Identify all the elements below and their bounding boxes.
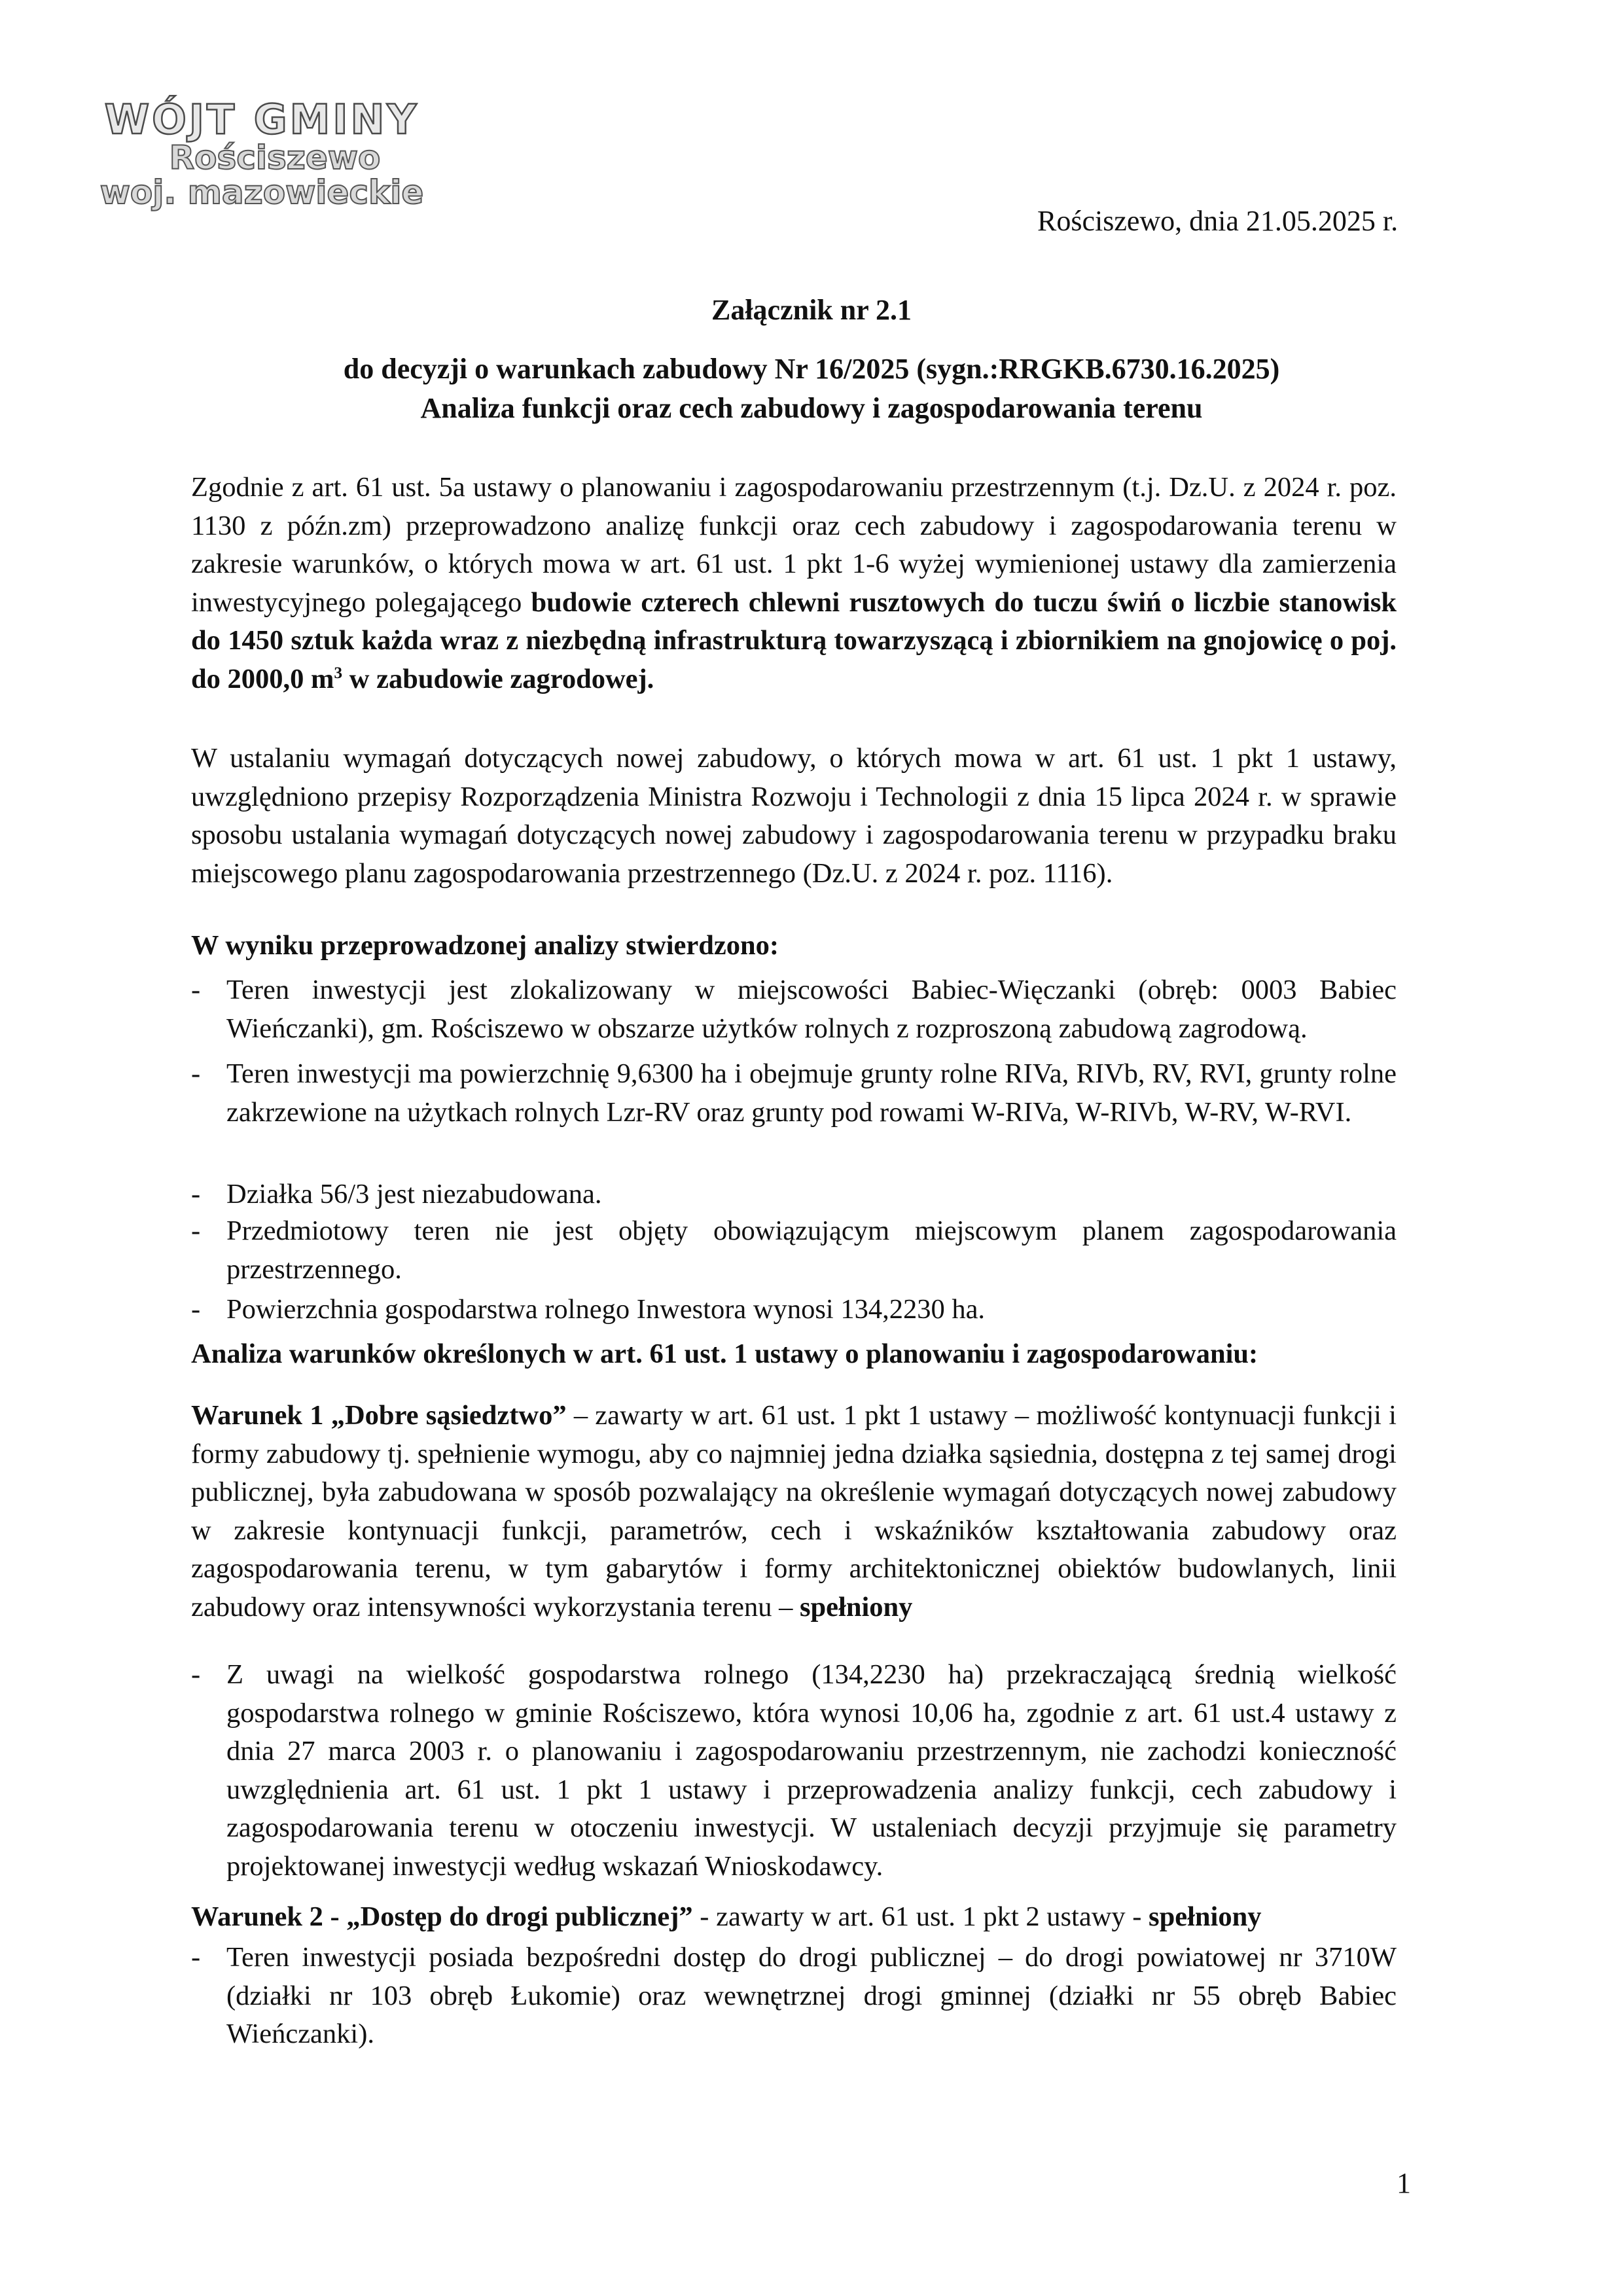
condition-2-label: Warunek 2 - „Dostęp do drogi publicznej” xyxy=(191,1901,693,1932)
condition-1-status: spełniony xyxy=(800,1591,913,1623)
condition-2-note: - Teren inwestycji posiada bezpośredni dostęp do drogi publicznej – do drogi powiatowej nr 3710W (działki nr 103 obręb Łukomie) oraz wewnętrznej drogi gminnej (działki nr 55 obręb Babiec Wieńczanki). xyxy=(191,1942,1397,2049)
decision-reference: do decyzji o warunkach zabudowy Nr 16/2025 (sygn.:RRGKB.6730.16.2025) xyxy=(343,353,1280,385)
page-number: 1 xyxy=(1397,2167,1411,2199)
finding-item: - Przedmiotowy teren nie jest objęty obowiązującym miejscowym planem zagospodarowania przestrzennego. xyxy=(191,1215,1397,1285)
condition-2-status: spełniony xyxy=(1149,1901,1262,1932)
official-stamp xyxy=(79,98,445,209)
stamp-line-office: WÓJT GMINY xyxy=(104,96,419,143)
intro-paragraph xyxy=(191,469,1397,698)
condition-1-label: Warunek 1 „Dobre sąsiedztwo” xyxy=(191,1400,567,1431)
regulation-paragraph: W ustalaniu wymagań dotyczących nowej zabudowy, o których mowa w art. 61 ust. 1 pkt 1 ustawy, uwzględniono przepisy Rozporządzenia Ministra Rozwoju i Technologii z dnia 15 lipca 2024 r. w sprawie sposobu ustalania wymagań dotyczących nowej zabudowy i zagospodarowania terenu w przypadku braku miejscowego planu zagospodarowania przestrzennego (Dz.U. z 2024 r. poz. 1116). xyxy=(191,743,1397,889)
analysis-title: Analiza funkcji oraz cech zabudowy i zagospodarowania terenu xyxy=(420,392,1203,424)
stamp-line-voivodeship: woj. mazowieckie xyxy=(99,173,424,211)
findings-heading: W wyniku przeprowadzonej analizy stwierdzono: xyxy=(191,930,779,961)
attachment-title: Załącznik nr 2.1 xyxy=(711,294,912,326)
analysis-heading: Analiza warunków określonych w art. 61 ust. 1 ustawy o planowaniu i zagospodarowaniu: xyxy=(191,1338,1258,1369)
finding-item: - Teren inwestycji ma powierzchnię 9,6300 ha i obejmuje grunty rolne RIVa, RIVb, RV, RVI, grunty rolne zakrzewione na użytkach rolnych Lzr-RV oraz grunty pod rowami W-RIVa, W-RIVb, W-RV, W-RVI. xyxy=(191,1058,1397,1128)
finding-item: - Działka 56/3 jest niezabudowana. xyxy=(191,1179,602,1210)
intro-text: Zgodnie z art. 61 ust. 5a ustawy o planowaniu i zagospodarowaniu przestrzennym (t.j. Dz.U. z 2024 r. poz. 1130 z późn.zm) przeprowadzono analizę funkcji oraz cech zabudowy i zagospodarowania terenu w zakresie warunków, o których mowa w art. 61 ust. 1 pkt 1-6 wyżej wymienionej ustawy dla zamierzenia inwestycyjnego polegającego xyxy=(191,472,1397,618)
document-date: Rościszewo, dnia 21.05.2025 r. xyxy=(1037,205,1399,237)
finding-item: - Teren inwestycji jest zlokalizowany w miejscowości Babiec-Więczanki (obręb: 0003 Babiec Wieńczanki), gm. Rościszewo w obszarze użytków rolnych z rozproszoną zabudową zagrodową. xyxy=(191,975,1397,1044)
finding-item: - Powierzchnia gospodarstwa rolnego Inwestora wynosi 134,2230 ha. xyxy=(191,1294,986,1325)
stamp-line-municipality: Rościszewo xyxy=(169,139,381,177)
condition-1-paragraph: Warunek 1 „Dobre sąsiedztwo” – zawarty w art. 61 ust. 1 pkt 1 ustawy – możliwość kontynuacji funkcji i formy zabudowy tj. spełnienie wymogu, aby co najmniej jedna działka sąsiednia, dostępna z tej samej drogi publicznej, była zabudowana w sposób pozwalający na określenie wymagań dotyczących nowej zabudowy w zakresie kontynuacji funkcji, parametrów, cech i wskaźników kształtowania zabudowy oraz zagospodarowania terenu, w tym gabarytów i formy architektonicznej obiektów budowlanych, linii zabudowy oraz intensywności wykorzystania terenu – spełniony xyxy=(191,1400,1397,1623)
condition-2-paragraph: Warunek 2 - „Dostęp do drogi publicznej” - zawarty w art. 61 ust. 1 pkt 2 ustawy - spełniony xyxy=(191,1901,1262,1932)
intro-investment-description: budowie czterech chlewni rusztowych do tuczu świń o liczbie stanowisk do 1450 sztuk każda wraz z niezbędną infrastrukturą towarzyszącą i zbiornikiem na gnojowicę o poj. do 2000,0 $m^3$ w zabudowie zagrodowej. xyxy=(191,586,1397,694)
condition-1-note: - Z uwagi na wielkość gospodarstwa rolnego (134,2230 ha) przekraczającą średnią wielkość gospodarstwa rolnego w gminie Rościszewo, która wynosi 10,06 ha, zgodnie z art. 61 ust.4 ustawy z dnia 27 marca 2003 r. o planowaniu i zagospodarowaniu przestrzennym, nie zachodzi konieczność uwzględnienia art. 61 ust. 1 pkt 1 ustawy i przeprowadzenia analizy funkcji, cech zabudowy i zagospodarowania terenu w otoczeniu inwestycji. W ustaleniach decyzji przyjmuje się parametry projektowanej inwestycji według wskazań Wnioskodawcy. xyxy=(191,1659,1397,1882)
